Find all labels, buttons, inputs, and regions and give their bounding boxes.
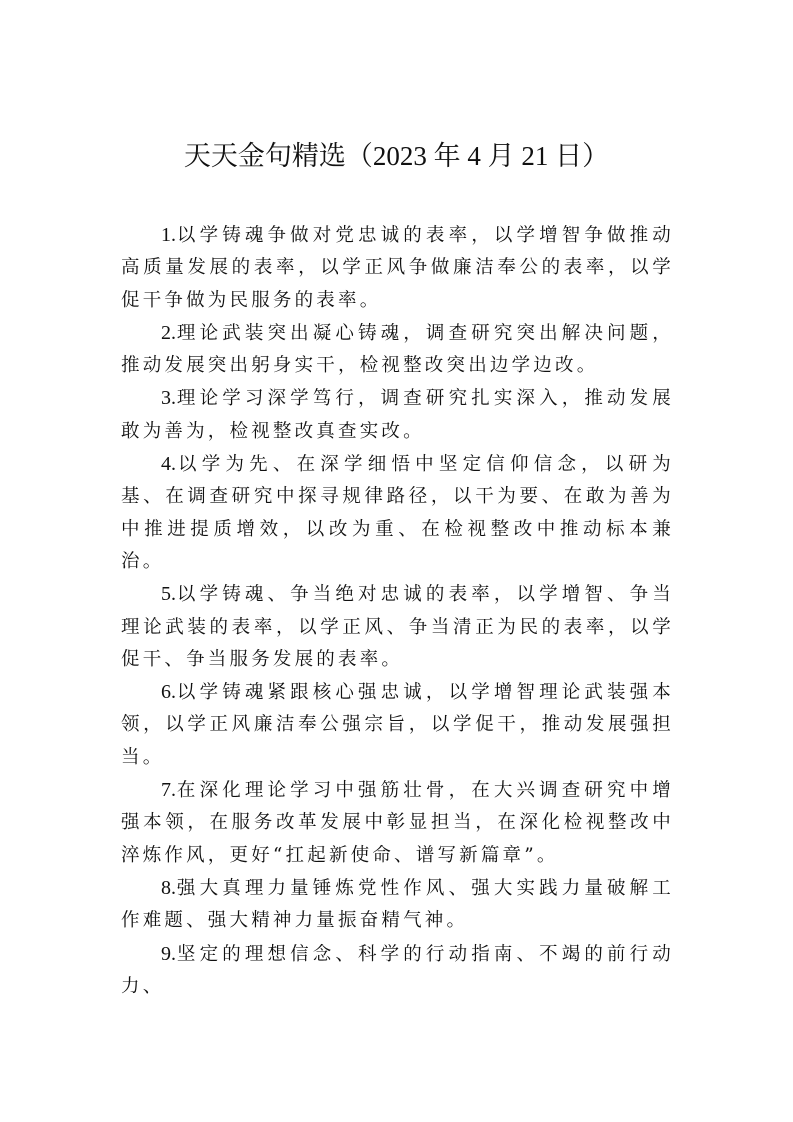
quote-text: 在深化理论学习中强筋壮骨，在大兴调查研究中增强本领，在服务改革发展中彰显担当，在深化检视整改中淬炼作风，更好“扛起新使命、谱写新篇章”。 — [121, 780, 674, 866]
quote-item-8 — [121, 872, 674, 938]
quote-text: 理论武装突出凝心铸魂，调查研究突出解决问题，推动发展突出躬身实干，检视整改突出边学边改。 — [121, 322, 674, 377]
quote-item-6 — [121, 676, 674, 774]
quote-item-3 — [121, 382, 674, 448]
quote-number: 3. — [161, 387, 176, 410]
quote-item-7 — [121, 774, 674, 872]
quote-text: 强大真理力量锤炼党性作风、强大实践力量破解工作难题、强大精神力量振奋精气神。 — [121, 877, 674, 932]
quote-text: 以学铸魂紧跟核心强忠诚，以学增智理论武装强本领，以学正风廉洁奉公强宗旨，以学促干，推动发展强担当。 — [121, 682, 674, 768]
quote-text: 以学铸魂争做对党忠诚的表率，以学增智争做推动高质量发展的表率，以学正风争做廉洁奉公的表率，以学促干争做为民服务的表率。 — [121, 225, 674, 311]
quote-item-2 — [121, 317, 674, 383]
quote-number: 5. — [161, 583, 176, 606]
quote-text: 坚定的理想信念、科学的行动指南、不竭的前行动力、 — [121, 943, 674, 997]
quote-number: 2. — [161, 321, 176, 344]
quote-text: 以学铸魂、争当绝对忠诚的表率，以学增智、争当理论武装的表率，以学正风、争当清正为民的表率，以学促干、争当服务发展的表率。 — [121, 584, 674, 670]
quote-number: 1. — [161, 224, 176, 246]
quote-text: 理论学习深学笃行，调查研究扎实深入，推动发展敢为善为，检视整改真查实改。 — [121, 388, 674, 442]
quote-number: 4. — [161, 453, 176, 476]
quote-text: 以学为先、在深学细悟中坚定信仰信念，以研为基、在调查研究中探寻规律路径，以干为要、在敢为善为中推进提质增效，以改为重、在检视整改中推动标本兼治。 — [121, 454, 674, 572]
quote-item-1 — [121, 219, 674, 317]
quote-item-5 — [121, 578, 674, 676]
document-body — [121, 219, 674, 1003]
quote-number: 6. — [161, 681, 176, 704]
quote-number: 8. — [161, 876, 176, 899]
quote-item-9 — [121, 938, 674, 1004]
document-title: 天天金句精选（2023 年 4 月 21 日） — [183, 141, 610, 171]
quote-item-4 — [121, 448, 674, 578]
quote-number: 9. — [161, 942, 176, 965]
quote-number: 7. — [161, 779, 176, 802]
